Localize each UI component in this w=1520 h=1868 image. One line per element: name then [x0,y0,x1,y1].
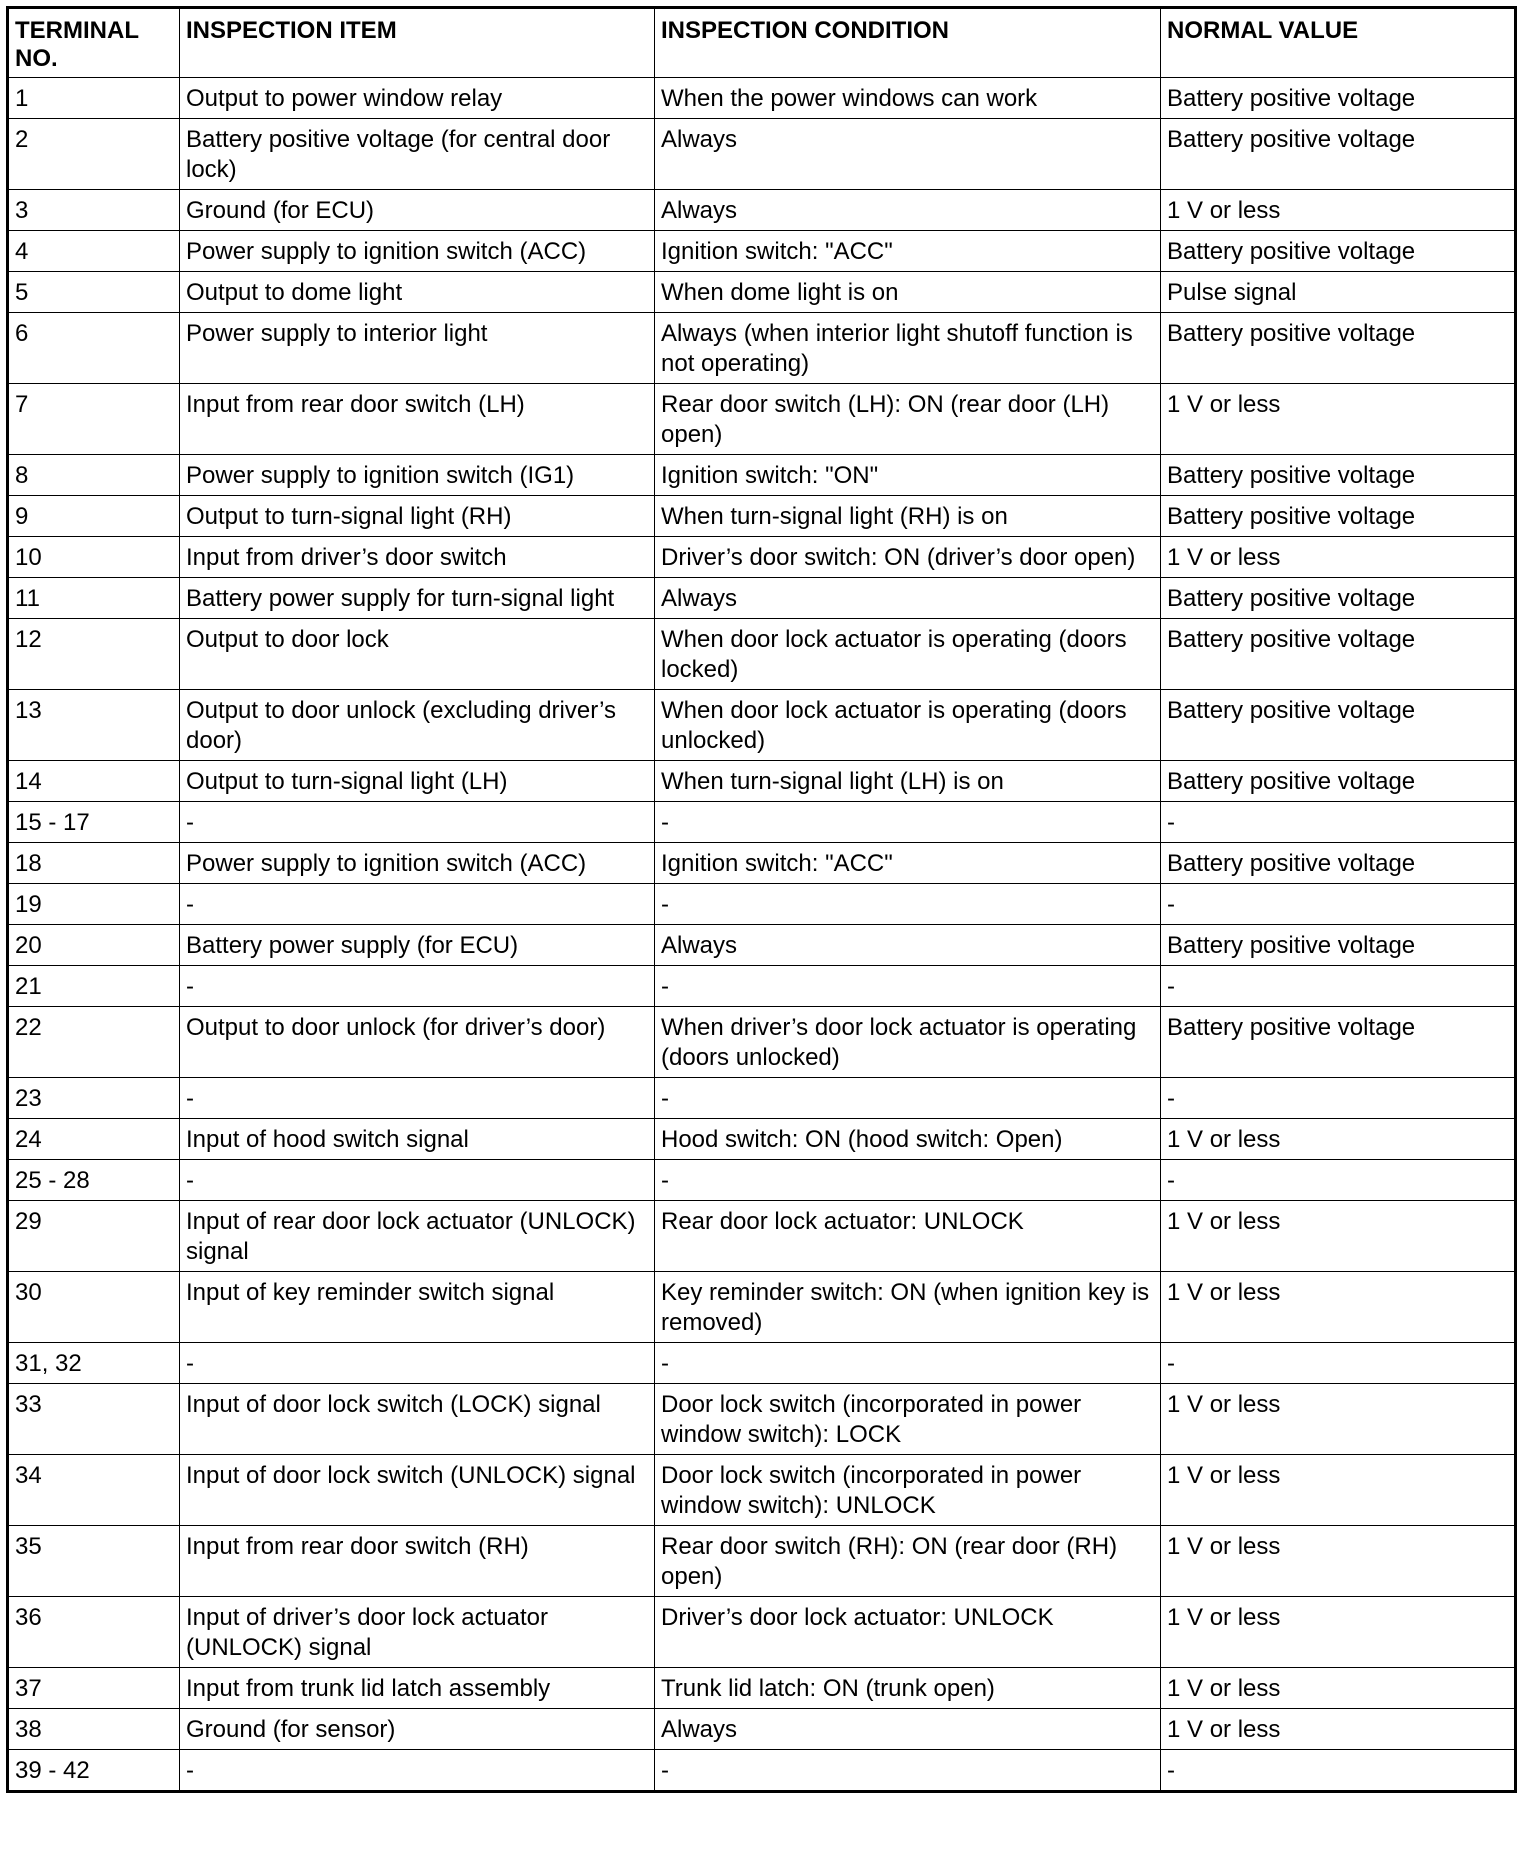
table-row [8,1597,1516,1668]
table-row [8,843,1516,884]
terminal-no-cell: 21 [8,966,180,1007]
terminal-no-cell: 1 [8,78,180,119]
table-row [8,578,1516,619]
terminal-no-cell: 30 [8,1272,180,1343]
table-row [8,1160,1516,1201]
table-row [8,1272,1516,1343]
inspection-item-cell: Ground (for ECU) [180,190,655,231]
normal-value-cell: 1 V or less [1161,190,1516,231]
inspection-item-cell: Battery power supply (for ECU) [180,925,655,966]
inspection-condition-cell: Rear door switch (RH): ON (rear door (RH) open) [655,1526,1161,1597]
inspection-item-cell: Input from rear door switch (RH) [180,1526,655,1597]
normal-value-cell: 1 V or less [1161,1597,1516,1668]
inspection-item-cell: - [180,1078,655,1119]
header-normal-value: NORMAL VALUE [1161,8,1516,78]
inspection-condition-cell: Always (when interior light shutoff function is not operating) [655,313,1161,384]
inspection-condition-cell: When turn-signal light (RH) is on [655,496,1161,537]
terminal-no-cell: 33 [8,1384,180,1455]
table-row [8,925,1516,966]
inspection-item-cell: Input of rear door lock actuator (UNLOCK) signal [180,1201,655,1272]
normal-value-cell: Battery positive voltage [1161,78,1516,119]
normal-value-cell: 1 V or less [1161,537,1516,578]
inspection-condition-cell: Ignition switch: "ON" [655,455,1161,496]
terminal-no-cell: 23 [8,1078,180,1119]
table-row [8,1201,1516,1272]
normal-value-cell: Battery positive voltage [1161,578,1516,619]
table-row [8,190,1516,231]
normal-value-cell: Battery positive voltage [1161,231,1516,272]
table-row [8,1709,1516,1750]
inspection-condition-cell: Rear door switch (LH): ON (rear door (LH) open) [655,384,1161,455]
inspection-item-cell: Input of door lock switch (LOCK) signal [180,1384,655,1455]
inspection-item-cell: Input of hood switch signal [180,1119,655,1160]
inspection-item-cell: Input of key reminder switch signal [180,1272,655,1343]
inspection-item-cell: Battery power supply for turn-signal light [180,578,655,619]
normal-value-cell: Battery positive voltage [1161,119,1516,190]
inspection-item-cell: Input from trunk lid latch assembly [180,1668,655,1709]
terminal-no-cell: 8 [8,455,180,496]
normal-value-cell: - [1161,802,1516,843]
inspection-item-cell: Input of door lock switch (UNLOCK) signal [180,1455,655,1526]
inspection-condition-cell: When turn-signal light (LH) is on [655,761,1161,802]
terminal-no-cell: 2 [8,119,180,190]
normal-value-cell: Battery positive voltage [1161,690,1516,761]
terminal-no-cell: 7 [8,384,180,455]
inspection-item-cell: Output to door lock [180,619,655,690]
inspection-item-cell: - [180,1343,655,1384]
table-row [8,384,1516,455]
normal-value-cell: - [1161,966,1516,1007]
inspection-condition-cell: - [655,966,1161,1007]
inspection-condition-cell: Door lock switch (incorporated in power window switch): UNLOCK [655,1455,1161,1526]
terminal-no-cell: 13 [8,690,180,761]
inspection-item-cell: - [180,1750,655,1792]
inspection-item-cell: Output to door unlock (excluding driver’s door) [180,690,655,761]
table-row [8,272,1516,313]
table-body [8,78,1516,1792]
normal-value-cell: 1 V or less [1161,1201,1516,1272]
inspection-item-cell: Power supply to interior light [180,313,655,384]
table-row [8,1526,1516,1597]
inspection-item-cell: Power supply to ignition switch (ACC) [180,231,655,272]
terminal-no-cell: 4 [8,231,180,272]
normal-value-cell: 1 V or less [1161,1709,1516,1750]
table-row [8,1750,1516,1792]
inspection-condition-cell: Always [655,925,1161,966]
table-row [8,761,1516,802]
inspection-item-cell: Battery positive voltage (for central door lock) [180,119,655,190]
normal-value-cell: 1 V or less [1161,1526,1516,1597]
table-row [8,1384,1516,1455]
inspection-condition-cell: Always [655,190,1161,231]
header-row [8,8,1516,78]
normal-value-cell: - [1161,1343,1516,1384]
normal-value-cell: 1 V or less [1161,1119,1516,1160]
inspection-table-container [6,6,1514,1793]
terminal-no-cell: 29 [8,1201,180,1272]
inspection-condition-cell: - [655,802,1161,843]
table-row [8,690,1516,761]
inspection-condition-cell: When door lock actuator is operating (doors unlocked) [655,690,1161,761]
inspection-item-cell: - [180,1160,655,1201]
normal-value-cell: - [1161,1078,1516,1119]
header-terminal-no: TERMINAL NO. [8,8,180,78]
inspection-condition-cell: When dome light is on [655,272,1161,313]
inspection-item-cell: Output to dome light [180,272,655,313]
inspection-item-cell: Input of driver’s door lock actuator (UNLOCK) signal [180,1597,655,1668]
terminal-no-cell: 19 [8,884,180,925]
normal-value-cell: Battery positive voltage [1161,313,1516,384]
inspection-condition-cell: Ignition switch: "ACC" [655,231,1161,272]
inspection-condition-cell: When the power windows can work [655,78,1161,119]
terminal-no-cell: 10 [8,537,180,578]
inspection-item-cell: Output to turn-signal light (LH) [180,761,655,802]
inspection-item-cell: Output to door unlock (for driver’s door) [180,1007,655,1078]
terminal-no-cell: 22 [8,1007,180,1078]
table-row [8,884,1516,925]
table-row [8,619,1516,690]
inspection-condition-cell: When door lock actuator is operating (doors locked) [655,619,1161,690]
inspection-condition-cell: - [655,1078,1161,1119]
normal-value-cell: Battery positive voltage [1161,843,1516,884]
table-row [8,966,1516,1007]
normal-value-cell: 1 V or less [1161,1272,1516,1343]
terminal-no-cell: 34 [8,1455,180,1526]
normal-value-cell: Battery positive voltage [1161,1007,1516,1078]
terminal-no-cell: 25 - 28 [8,1160,180,1201]
table-row [8,455,1516,496]
inspection-item-cell: Power supply to ignition switch (IG1) [180,455,655,496]
inspection-condition-cell: Always [655,578,1161,619]
normal-value-cell: 1 V or less [1161,1384,1516,1455]
table-row [8,231,1516,272]
terminal-no-cell: 6 [8,313,180,384]
inspection-item-cell: - [180,966,655,1007]
normal-value-cell: Battery positive voltage [1161,619,1516,690]
table-row [8,802,1516,843]
inspection-condition-cell: - [655,884,1161,925]
normal-value-cell: 1 V or less [1161,384,1516,455]
header-inspection-item: INSPECTION ITEM [180,8,655,78]
terminal-no-cell: 9 [8,496,180,537]
inspection-condition-cell: Always [655,119,1161,190]
inspection-item-cell: - [180,802,655,843]
normal-value-cell: Battery positive voltage [1161,761,1516,802]
table-row [8,1455,1516,1526]
inspection-item-cell: Input from driver’s door switch [180,537,655,578]
normal-value-cell: 1 V or less [1161,1668,1516,1709]
terminal-no-cell: 20 [8,925,180,966]
table-row [8,119,1516,190]
inspection-item-cell: Output to turn-signal light (RH) [180,496,655,537]
normal-value-cell: 1 V or less [1161,1455,1516,1526]
normal-value-cell: Pulse signal [1161,272,1516,313]
inspection-item-cell: - [180,884,655,925]
table-row [8,496,1516,537]
normal-value-cell: Battery positive voltage [1161,496,1516,537]
inspection-item-cell: Input from rear door switch (LH) [180,384,655,455]
normal-value-cell: - [1161,884,1516,925]
terminal-no-cell: 11 [8,578,180,619]
header-inspection-condition: INSPECTION CONDITION [655,8,1161,78]
inspection-item-cell: Output to power window relay [180,78,655,119]
normal-value-cell: - [1161,1750,1516,1792]
inspection-condition-cell: Door lock switch (incorporated in power window switch): LOCK [655,1384,1161,1455]
inspection-condition-cell: Key reminder switch: ON (when ignition key is removed) [655,1272,1161,1343]
table-row [8,78,1516,119]
inspection-item-cell: Ground (for sensor) [180,1709,655,1750]
terminal-no-cell: 39 - 42 [8,1750,180,1792]
table-row [8,537,1516,578]
inspection-condition-cell: Trunk lid latch: ON (trunk open) [655,1668,1161,1709]
terminal-no-cell: 18 [8,843,180,884]
inspection-condition-cell: - [655,1750,1161,1792]
normal-value-cell: Battery positive voltage [1161,455,1516,496]
terminal-no-cell: 3 [8,190,180,231]
terminal-no-cell: 5 [8,272,180,313]
terminal-no-cell: 12 [8,619,180,690]
inspection-condition-cell: - [655,1343,1161,1384]
inspection-condition-cell: Hood switch: ON (hood switch: Open) [655,1119,1161,1160]
inspection-condition-cell: Driver’s door switch: ON (driver’s door open) [655,537,1161,578]
inspection-condition-cell: Rear door lock actuator: UNLOCK [655,1201,1161,1272]
table-row [8,1007,1516,1078]
terminal-no-cell: 24 [8,1119,180,1160]
table-row [8,1668,1516,1709]
inspection-condition-cell: When driver’s door lock actuator is operating (doors unlocked) [655,1007,1161,1078]
inspection-item-cell: Power supply to ignition switch (ACC) [180,843,655,884]
normal-value-cell: Battery positive voltage [1161,925,1516,966]
inspection-condition-cell: - [655,1160,1161,1201]
inspection-condition-cell: Ignition switch: "ACC" [655,843,1161,884]
inspection-condition-cell: Always [655,1709,1161,1750]
table-row [8,1343,1516,1384]
terminal-inspection-table [6,6,1517,1793]
normal-value-cell: - [1161,1160,1516,1201]
terminal-no-cell: 14 [8,761,180,802]
terminal-no-cell: 15 - 17 [8,802,180,843]
table-row [8,1119,1516,1160]
terminal-no-cell: 35 [8,1526,180,1597]
terminal-no-cell: 31, 32 [8,1343,180,1384]
inspection-condition-cell: Driver’s door lock actuator: UNLOCK [655,1597,1161,1668]
table-row [8,1078,1516,1119]
table-row [8,313,1516,384]
terminal-no-cell: 37 [8,1668,180,1709]
terminal-no-cell: 38 [8,1709,180,1750]
terminal-no-cell: 36 [8,1597,180,1668]
